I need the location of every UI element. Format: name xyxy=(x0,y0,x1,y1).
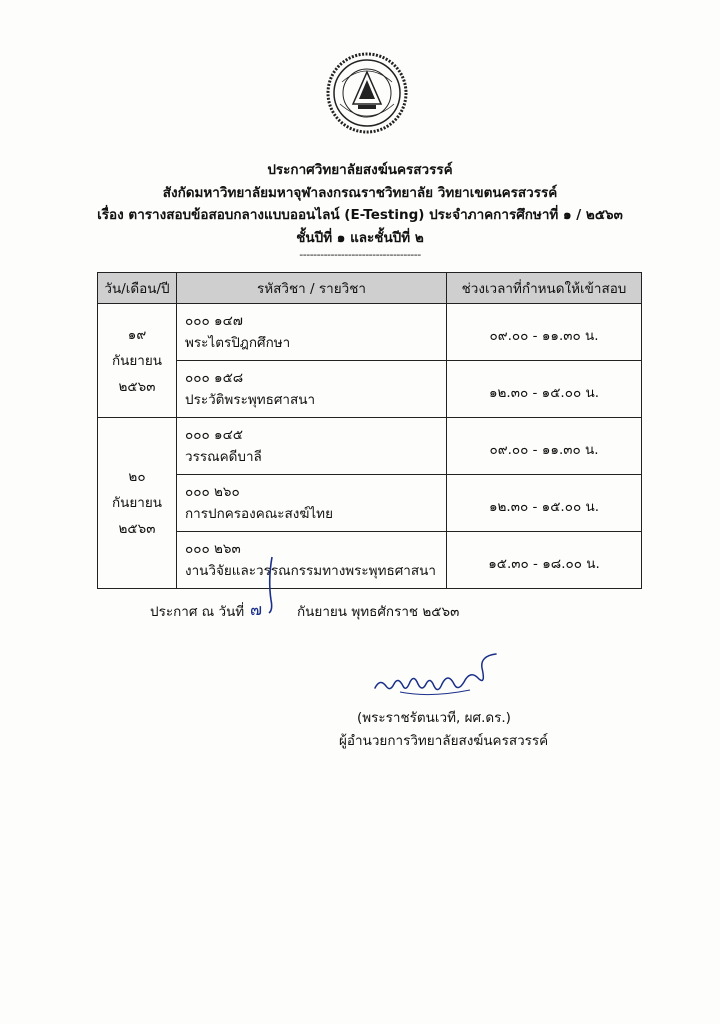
subject-cell xyxy=(177,475,447,532)
date-year: ๒๕๖๓ xyxy=(118,378,156,395)
date-cell xyxy=(98,304,177,418)
header-subject: เรื่อง ตารางสอบข้อสอบกลางแบบออนไลน์ (E-Testing) ประจำภาคการศึกษาที่ ๑ / ๒๕๖๓ xyxy=(97,207,623,223)
table-header-row xyxy=(98,273,642,304)
column-header-subject: รหัสวิชา / รายวิชา xyxy=(177,273,447,304)
table-row xyxy=(98,304,642,361)
header-line-2: สังกัดมหาวิทยาลัยมหาจุฬาลงกรณราชวิทยาลัย วิทยาเขตนครสวรรค์ xyxy=(162,185,558,201)
column-header-date: วัน/เดือน/ปี xyxy=(98,273,177,304)
subject-cell xyxy=(177,532,447,589)
signer-name: (พระราชรัตนเวที, ผศ.ดร.) xyxy=(357,710,511,726)
table-row xyxy=(98,418,642,475)
header-divider: ----------------------------------- xyxy=(299,248,421,261)
subject-code: ๐๐๐ ๑๔๗ xyxy=(185,313,243,329)
subject-cell xyxy=(177,418,447,475)
subject-code: ๐๐๐ ๑๕๘ xyxy=(185,370,244,386)
signer-title: ผู้อำนวยการวิทยาลัยสงฆ์นครสวรรค์ xyxy=(339,733,549,749)
handwritten-stroke xyxy=(260,555,280,615)
table-row xyxy=(98,475,642,532)
date-day: ๑๙ xyxy=(127,326,147,343)
subject-name: งานวิจัยและวรรณกรรมทางพระพุทธศาสนา xyxy=(185,563,436,579)
announcement-date: กันยายน พุทธศักราช ๒๕๖๓ xyxy=(297,604,460,620)
handwritten-signature xyxy=(370,648,505,708)
table-row xyxy=(98,532,642,589)
column-header-time: ช่วงเวลาที่กำหนดให้เข้าสอบ xyxy=(447,273,642,304)
subject-name: วรรณคดีบาลี xyxy=(185,449,262,465)
announcement-day: ๗ xyxy=(250,600,263,619)
announcement-prefix: ประกาศ ณ วันที่ xyxy=(150,604,245,620)
date-month: กันยายน xyxy=(111,352,163,369)
subject-code: ๐๐๐ ๑๔๕ xyxy=(185,427,244,443)
date-year: ๒๕๖๓ xyxy=(118,521,156,537)
subject-cell xyxy=(177,304,447,361)
subject-name: พระไตรปิฎกศึกษา xyxy=(185,335,291,351)
date-month: กันยายน xyxy=(111,495,163,511)
time-cell: ๑๒.๓๐ - ๑๕.๐๐ น. xyxy=(447,475,642,532)
subject-cell xyxy=(177,361,447,418)
college-seal-logo xyxy=(326,52,408,134)
table-row xyxy=(98,361,642,418)
subject-name: ประวัติพระพุทธศาสนา xyxy=(185,392,316,408)
time-cell: ๑๕.๓๐ - ๑๘.๐๐ น. xyxy=(447,532,642,589)
exam-schedule-table xyxy=(97,272,642,589)
date-day: ๒๐ xyxy=(128,469,146,485)
subject-code: ๐๐๐ ๒๖๐ xyxy=(185,484,240,500)
subject-code: ๐๐๐ ๒๖๓ xyxy=(185,541,241,557)
date-cell xyxy=(98,418,177,589)
subject-name: การปกครองคณะสงฆ์ไทย xyxy=(185,506,333,522)
header-line-1: ประกาศวิทยาลัยสงฆ์นครสวรรค์ xyxy=(267,162,453,178)
time-cell: ๐๙.๐๐ - ๑๑.๓๐ น. xyxy=(447,418,642,475)
header-year-levels: ชั้นปีที่ ๑ และชั้นปีที่ ๒ xyxy=(296,230,424,246)
time-cell: ๑๒.๓๐ - ๑๕.๐๐ น. xyxy=(447,361,642,418)
time-cell: ๐๙.๐๐ - ๑๑.๓๐ น. xyxy=(447,304,642,361)
